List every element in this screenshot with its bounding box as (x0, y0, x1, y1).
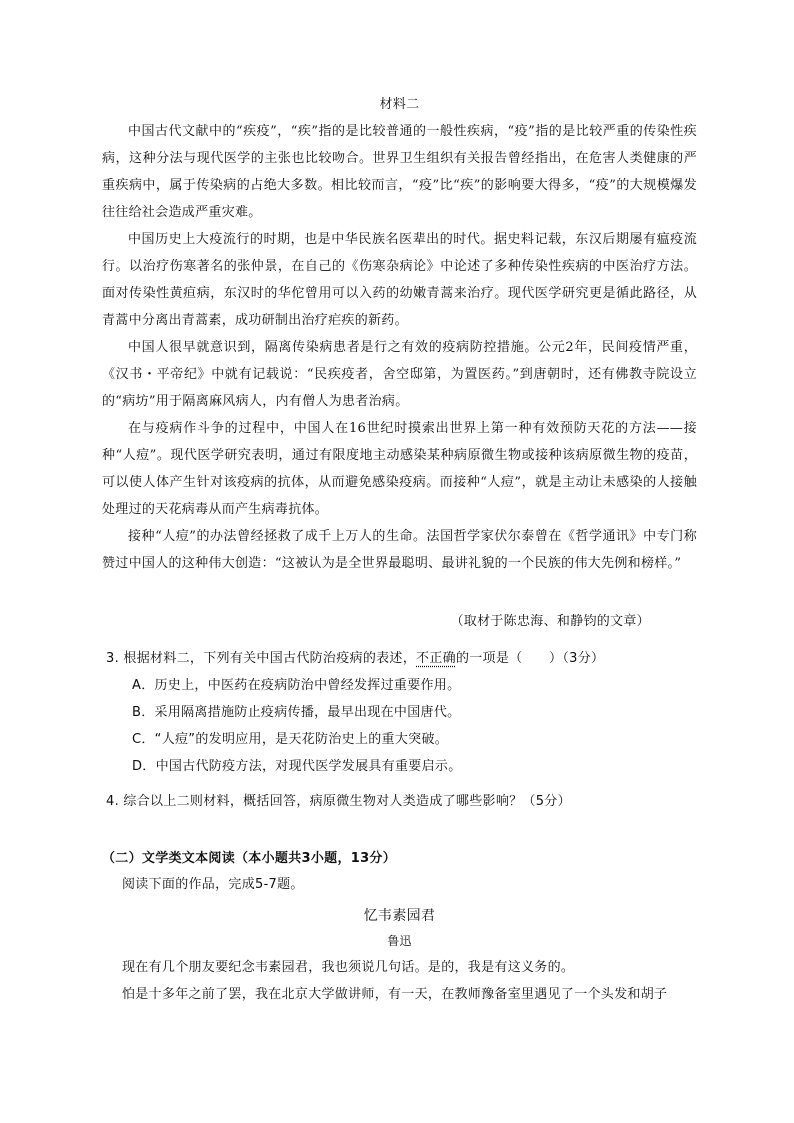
question-3-option-c: C．“人痘”的发明应用，是天花防治史上的重大突破。 (132, 732, 449, 747)
essay-paragraph-1: 现在有几个朋友要纪念韦素园君，我也须说几句话。是的，我是有这义务的。 (122, 960, 575, 975)
essay-author: 鲁迅 (387, 934, 412, 948)
question-3 (106, 645, 706, 780)
question-4: 4. 综合以上二则材料，概括回答，病原微生物对人类造成了哪些影响？（5分） (106, 794, 571, 809)
question-3-stem-end: 的一项是（ ）（3分） (455, 651, 605, 666)
material2-source: （取材于陈忠海、和静钧的文章） (450, 614, 650, 629)
material2-paragraph-3: 中国人很早就意识到，隔离传染病患者是行之有效的疫病防控措施。公元2年，民间疫情严重，《汉书・平帝纪》中就有记载说：“民疾疫者，舍空邸第，为置医药。”到唐朝时，还有佛教寺院设立的“病坊”用于隔离麻风病人，内有僧人为患者治病。 (102, 340, 697, 409)
material2-title: 材料二 (379, 97, 420, 112)
essay-paragraph-2: 怕是十多年之前了罢，我在北京大学做讲师，有一天，在教师豫备室里遇见了一个头发和胡子 (122, 987, 668, 1002)
essay-body (122, 954, 697, 1008)
material2-body (102, 118, 697, 577)
material2-paragraph-4: 在与疫病作斗争的过程中，中国人在16世纪时摸索出世界上第一种有效预防天花的方法——接种“人痘”。现代医学研究表明，通过有限度地主动感染某种病原微生物或接种该病原微生物的疫苗，可以使人体产生针对该疫病的抗体，从而避免感染疫病。而接种“人痘”，就是主动让未感染的人接触处理过的天花病毒从而产生病毒抗体。 (102, 421, 697, 517)
question-3-stem-emphasis: 不正确 (416, 651, 456, 666)
question-3-option-b: B．采用隔离措施防止疫病传播，最早出现在中国唐代。 (132, 705, 461, 720)
section-2-instruction: 阅读下面的作品，完成5-7题。 (122, 877, 304, 892)
question-3-option-d: D．中国古代防疫方法，对现代医学发展具有重要启示。 (132, 759, 462, 774)
section-2-heading: （二）文学类文本阅读（本小题共3小题，13分） (102, 851, 397, 866)
question-3-option-a: A．历史上，中医药在疫病防治中曾经发挥过重要作用。 (132, 678, 461, 693)
question-3-stem (106, 645, 706, 672)
material2-paragraph-2: 中国历史上大疫流行的时期，也是中华民族名医辈出的时代。据史料记载，东汉后期屡有瘟疫流行。以治疗伤寒著名的张仲景，在自己的《伤寒杂病论》中论述了多种传染性疾病的中医治疗方法。面对传染性黄疸病，东汉时的华佗曾用可以入药的幼嫩青蒿来治疗。现代医学研究更是循此路径，从青蒿中分离出青蒿素，成功研制出治疗疟疾的新药。 (102, 232, 697, 328)
material2-paragraph-5: 接种“人痘”的办法曾经拯救了成千上万人的生命。法国哲学家伏尔泰曾在《哲学通讯》中专门称赞过中国人的这种伟大创造：“这被认为是全世界最聪明、最讲礼貌的一个民族的伟大先例和榜样。” (102, 529, 697, 571)
material2-paragraph-1: 中国古代文献中的“疾疫”，“疾”指的是比较普通的一般性疾病，“疫”指的是比较严重的传染性疾病，这种分法与现代医学的主张也比较吻合。世界卫生组织有关报告曾经指出，在危害人类健康的严重疾病中，属于传染病的占绝大多数。相比较而言，“疫”比“疾”的影响要大得多，“疫”的大规模爆发往往给社会造成严重灾难。 (102, 124, 697, 220)
question-3-stem-start: 3. 根据材料二，下列有关中国古代防治疫病的表述， (106, 651, 417, 666)
essay-title: 忆韦素园君 (363, 908, 436, 924)
